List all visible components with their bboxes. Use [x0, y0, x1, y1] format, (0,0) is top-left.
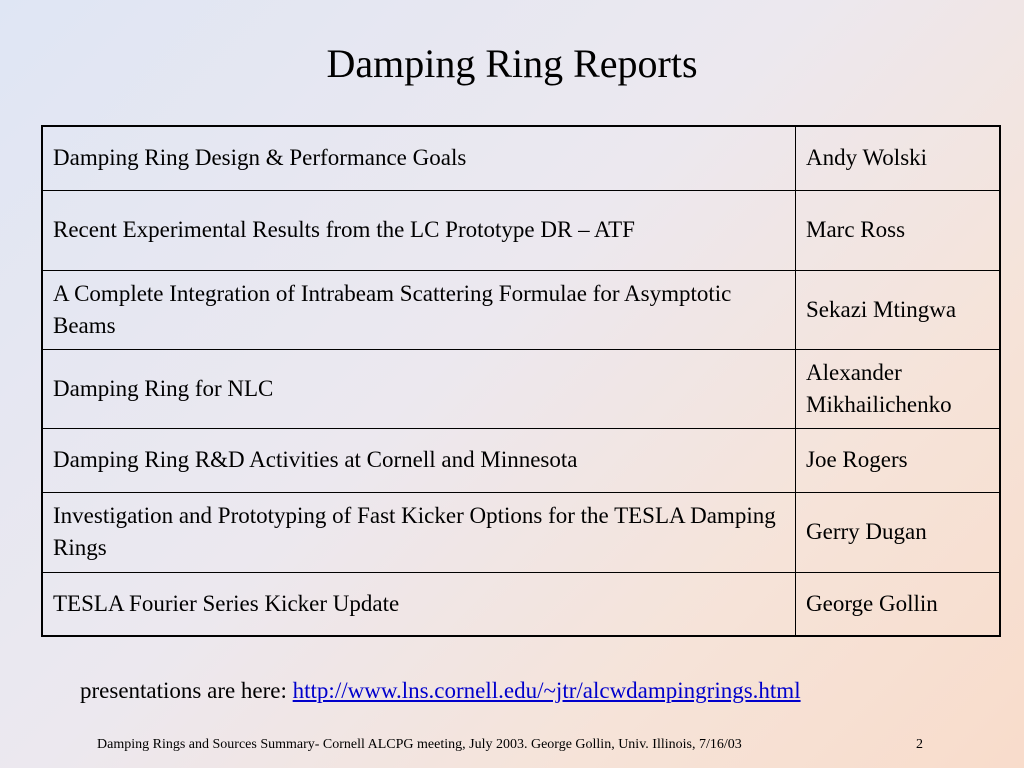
- report-topic: A Complete Integration of Intrabeam Scattering Formulae for Asymptotic Beams: [42, 270, 796, 349]
- report-topic: Damping Ring R&D Activities at Cornell and Minnesota: [42, 428, 796, 492]
- report-speaker: Gerry Dugan: [796, 492, 1001, 572]
- report-speaker: George Gollin: [796, 572, 1001, 636]
- presentations-line: [80, 676, 801, 706]
- table-row: [42, 270, 1000, 349]
- presentations-label: presentations are here:: [80, 678, 293, 703]
- report-speaker: Marc Ross: [796, 190, 1001, 270]
- table-row: [42, 190, 1000, 270]
- report-speaker: Alexander Mikhailichenko: [796, 349, 1001, 428]
- table-row: [42, 349, 1000, 428]
- report-topic: TESLA Fourier Series Kicker Update: [42, 572, 796, 636]
- report-topic: Damping Ring for NLC: [42, 349, 796, 428]
- presentations-link[interactable]: http://www.lns.cornell.edu/~jtr/alcwdampingrings.html: [292, 678, 801, 703]
- report-topic: Investigation and Prototyping of Fast Kicker Options for the TESLA Damping Rings: [42, 492, 796, 572]
- page-number: 2: [916, 737, 923, 752]
- report-topic: Damping Ring Design & Performance Goals: [42, 126, 796, 190]
- report-speaker: Sekazi Mtingwa: [796, 270, 1001, 349]
- report-speaker: Joe Rogers: [796, 428, 1001, 492]
- slide-title: Damping Ring Reports: [326, 41, 698, 86]
- table-row: [42, 572, 1000, 636]
- table-row: [42, 428, 1000, 492]
- reports-table: [41, 125, 1001, 637]
- table-row: [42, 492, 1000, 572]
- table-row: [42, 126, 1000, 190]
- report-topic: Recent Experimental Results from the LC Prototype DR – ATF: [42, 190, 796, 270]
- slide-footer: Damping Rings and Sources Summary- Cornell ALCPG meeting, July 2003. George Gollin, Univ. Illinois, 7/16/03: [97, 737, 742, 752]
- report-speaker: Andy Wolski: [796, 126, 1001, 190]
